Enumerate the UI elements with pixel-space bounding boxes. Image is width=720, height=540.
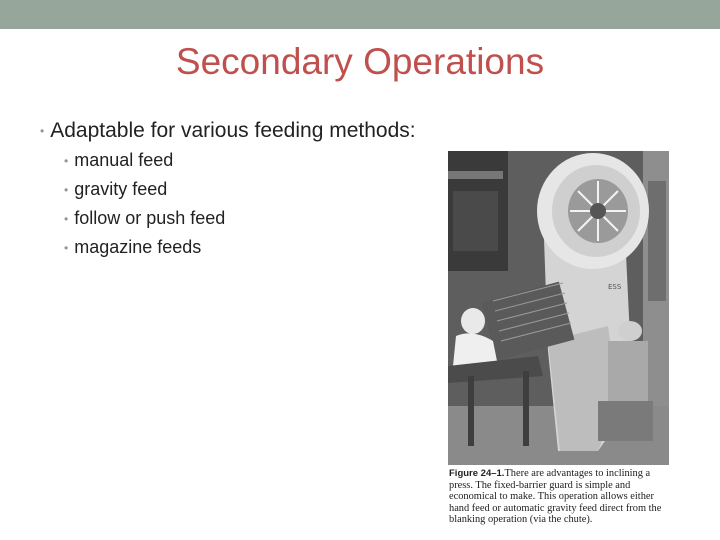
sub-bullet (64, 235, 201, 260)
press-machine-illustration (448, 151, 669, 465)
sub-bullet (64, 148, 173, 173)
main-bullet (40, 117, 416, 145)
figure-caption (449, 468, 671, 526)
figure-caption-label: Figure 24–1. (449, 468, 505, 479)
header-band (0, 0, 720, 29)
machine-plate-text: ESS (608, 283, 622, 291)
bullet-dot-icon: • (64, 154, 69, 169)
bullet-dot-icon: • (40, 124, 45, 139)
sub-bullet-text: manual feed (74, 150, 174, 170)
sub-bullet-text: gravity feed (74, 179, 168, 199)
sub-bullet-text: magazine feeds (74, 237, 202, 257)
bullet-dot-icon: • (64, 212, 69, 227)
bullet-dot-icon: • (64, 183, 69, 198)
slide-title: Secondary Operations (175, 41, 545, 82)
sub-bullet (64, 206, 225, 231)
figure-caption-text: There are advantages to inclining a press. The fixed-barrier guard is simple and economical to make. This operation allows either hand feed or automatic gravity feed direct from the blanking operation (via the chute). (449, 468, 662, 526)
sub-bullet (64, 177, 167, 202)
bullet-dot-icon: • (64, 241, 69, 256)
main-bullet-text: Adaptable for various feeding methods: (50, 119, 416, 142)
press-machine-photo (448, 151, 669, 465)
sub-bullet-text: follow or push feed (74, 208, 226, 228)
